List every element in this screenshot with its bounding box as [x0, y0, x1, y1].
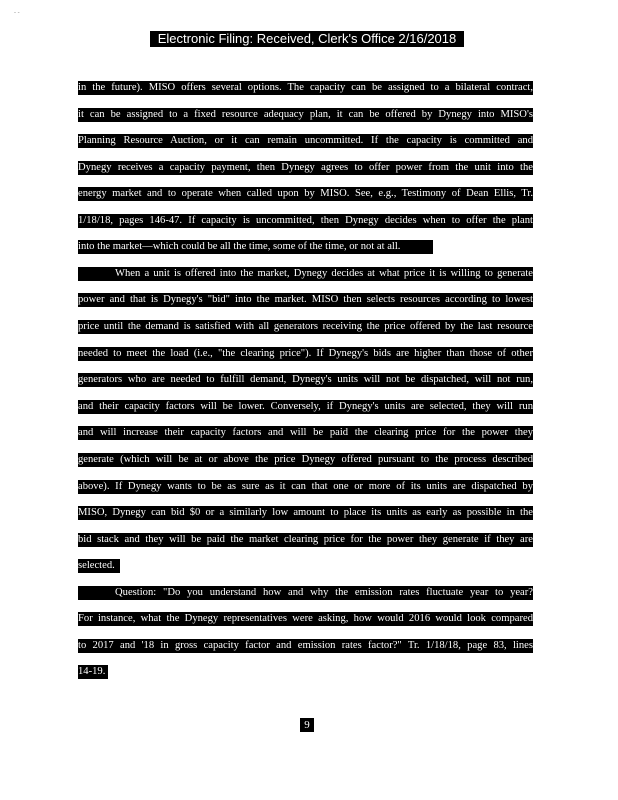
body-line: and their capacity factors will be lower. Conversely, if Dynegy's units are selected, they will run	[78, 401, 533, 412]
question-line: Question: "Do you understand how and why the emission rates fluctuate year to year?	[78, 586, 533, 600]
body-line: When a unit is offered into the market, Dynegy decides at what price it is willing to generate	[78, 267, 533, 281]
body-line: 14-19.	[78, 665, 108, 679]
body-line: energy market and to operate when called upon by MISO. See, e.g., Testimony of Dean Ellis, Tr.	[78, 188, 533, 199]
body-line: selected.	[78, 559, 120, 573]
body-line: to 2017 and '18 in gross capacity factor and emission rates factor?" Tr. 1/18/18, page 83, lines	[78, 640, 533, 651]
page-number: 9	[300, 718, 314, 732]
body-line: Dynegy receives a capacity payment, then Dynegy agrees to offer power from the unit into the	[78, 162, 533, 173]
body-line: needed to meet the load (i.e., "the clearing price"). If Dynegy's bids are higher than those of other	[78, 348, 533, 359]
body-line: 1/18/18, pages 146-47. If capacity is uncommitted, then Dynegy decides when to offer the plant	[78, 215, 533, 226]
body-line: bid stack and they will be paid the market clearing price for the power they generate if they are	[78, 534, 533, 545]
body-line: in the future). MISO offers several options. The capacity can be assigned to a bilateral contract,	[78, 82, 533, 93]
body-line: Planning Resource Auction, or it can remain uncommitted. If the capacity is committed and	[78, 135, 533, 146]
body-line: For instance, what the Dynegy representatives were asking, how would 2016 would look compared	[78, 613, 533, 624]
body-line: MISO, Dynegy can bid $0 or a similarly low amount to place its units as early as possible in the	[78, 507, 533, 518]
body-line: above). If Dynegy wants to be as sure as it can that one or more of its units are dispatched by	[78, 481, 533, 492]
body-line: power and that is Dynegy's "bid" into the market. MISO then selects resources according to lowest	[78, 294, 533, 305]
body-line: it can be assigned to a fixed resource adequacy plan, it can be offered by Dynegy into MISO's	[78, 109, 533, 120]
body-line: generate (which will be at or above the price Dynegy offered pursuant to the process described	[78, 454, 533, 465]
body-line: price until the demand is satisfied with all generators receiving the price offered by the last resource	[78, 321, 533, 332]
body-line: into the market—which could be all the time, some of the time, or not at all.	[78, 240, 433, 254]
body-line: generators who are needed to fulfill demand, Dynegy's units will not be dispatched, will not run,	[78, 374, 533, 385]
body-line: and will increase their capacity factors and will be paid the clearing price for the power they	[78, 427, 533, 438]
scan-corner-mark: - -	[14, 10, 20, 16]
filing-header: Electronic Filing: Received, Clerk's Office 2/16/2018	[150, 31, 464, 47]
